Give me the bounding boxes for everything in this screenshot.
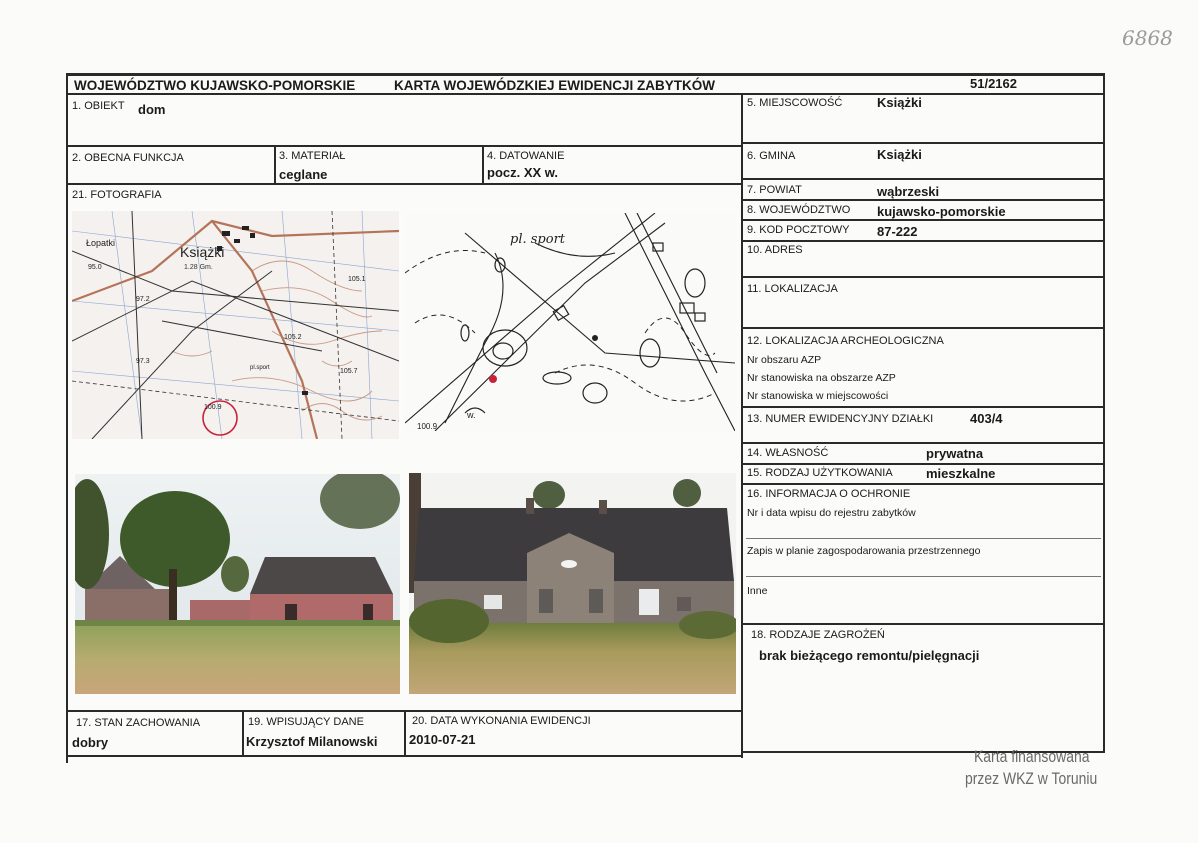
map1-town-label: Książki — [180, 244, 225, 260]
lokalizacja-label: 11. LOKALIZACJA — [747, 283, 838, 295]
obiekt-label: 1. OBIEKT — [72, 100, 125, 112]
photo-house — [409, 473, 736, 694]
miejscowosc-label: 5. MIEJSCOWOŚĆ — [747, 97, 843, 109]
archeo-label: 12. LOKALIZACJA ARCHEOLOGICZNA — [747, 335, 944, 347]
wojewodztwo-label: 8. WOJEWÓDZTWO — [747, 204, 851, 216]
wlasnosc-label: 14. WŁASNOŚĆ — [747, 447, 829, 459]
powiat-value: wąbrzeski — [877, 184, 940, 199]
kod-label: 9. KOD POCZTOWY — [747, 224, 850, 236]
archeo-line-azp: Nr obszaru AZP — [747, 354, 822, 366]
miejscowosc-value: Książki — [877, 95, 922, 110]
map1-height-6: 105.7 — [340, 368, 358, 375]
kod-value: 87-222 — [877, 224, 918, 239]
wlasnosc-value: prywatna — [926, 446, 984, 461]
map1-height-5: 105.2 — [284, 334, 302, 341]
topographic-map — [72, 211, 399, 439]
card-title: KARTA WOJEWÓDZKIEJ EWIDENCJI ZABYTKÓW — [394, 78, 715, 93]
map2-height: 100.9 — [417, 422, 438, 431]
card-number: 51/2162 — [970, 76, 1017, 91]
wpisujacy-label: 19. WPISUJĄCY DANE — [248, 716, 364, 728]
map1-height-2: 97.2 — [136, 296, 150, 303]
obiekt-value: dom — [138, 102, 166, 117]
data-value: 2010-07-21 — [409, 732, 476, 747]
wpisujacy-value: Krzysztof Milanowski — [246, 734, 378, 749]
ochrona-label: 16. INFORMACJA O OCHRONIE — [747, 488, 911, 500]
dzialka-label: 13. NUMER EWIDENCYJNY DZIAŁKI — [747, 413, 934, 425]
handwritten-number: 6868 — [1122, 26, 1173, 50]
map1-height-7: 100.9 — [204, 404, 222, 411]
map1-height-3: 97.3 — [136, 358, 150, 365]
dzialka-value: 403/4 — [970, 411, 1003, 426]
map1-population: 1.28 Gm. — [184, 264, 213, 271]
stan-label: 17. STAN ZACHOWANIA — [76, 717, 201, 729]
wojewodztwo-value: kujawsko-pomorskie — [877, 204, 1006, 219]
financing-stamp-line1: Karta finansowana — [974, 747, 1090, 766]
zagrozenia-label: 18. RODZAJE ZAGROŻEŃ — [751, 629, 885, 641]
archeo-line-miejscowosc: Nr stanowiska w miejscowości — [747, 390, 889, 402]
datowanie-label: 4. DATOWANIE — [487, 150, 565, 162]
map2-sport-label: pl. sport — [510, 232, 566, 247]
financing-stamp-line2: przez WKZ w Toruniu — [965, 769, 1098, 788]
detail-map — [405, 213, 735, 431]
map1-sport-label: pl.sport — [250, 365, 270, 371]
material-value: ceglane — [279, 167, 328, 182]
map2-w-label: w. — [467, 410, 476, 420]
datowanie-value: pocz. XX w. — [487, 165, 559, 180]
photo-barn — [75, 474, 400, 694]
region-title: WOJEWÓDZTWO KUJAWSKO-POMORSKIE — [74, 78, 356, 93]
ochrona-rejestr: Nr i data wpisu do rejestru zabytków — [747, 507, 916, 519]
stan-value: dobry — [72, 735, 109, 750]
uzytkowanie-label: 15. RODZAJ UŻYTKOWANIA — [747, 467, 893, 479]
uzytkowanie-value: mieszkalne — [926, 466, 996, 481]
ochrona-plan: Zapis w planie zagospodarowania przestrzennego — [747, 545, 981, 557]
fotografia-label: 21. FOTOGRAFIA — [72, 189, 162, 201]
archeo-line-stanowisko: Nr stanowiska na obszarze AZP — [747, 372, 896, 384]
adres-label: 10. ADRES — [747, 244, 803, 256]
map1-height-4: 105.1 — [348, 276, 366, 283]
gmina-label: 6. GMINA — [747, 150, 796, 162]
map1-height-1: 95.0 — [88, 264, 102, 271]
material-label: 3. MATERIAŁ — [279, 150, 346, 162]
map1-village-label: Łopatki — [86, 238, 116, 248]
gmina-value: Książki — [877, 147, 922, 162]
powiat-label: 7. POWIAT — [747, 184, 802, 196]
ochrona-inne: Inne — [747, 585, 768, 597]
funkcja-label: 2. OBECNA FUNKCJA — [72, 152, 184, 164]
zagrozenia-value: brak bieżącego remontu/pielęgnacji — [759, 648, 980, 663]
data-label: 20. DATA WYKONANIA EWIDENCJI — [412, 715, 591, 727]
